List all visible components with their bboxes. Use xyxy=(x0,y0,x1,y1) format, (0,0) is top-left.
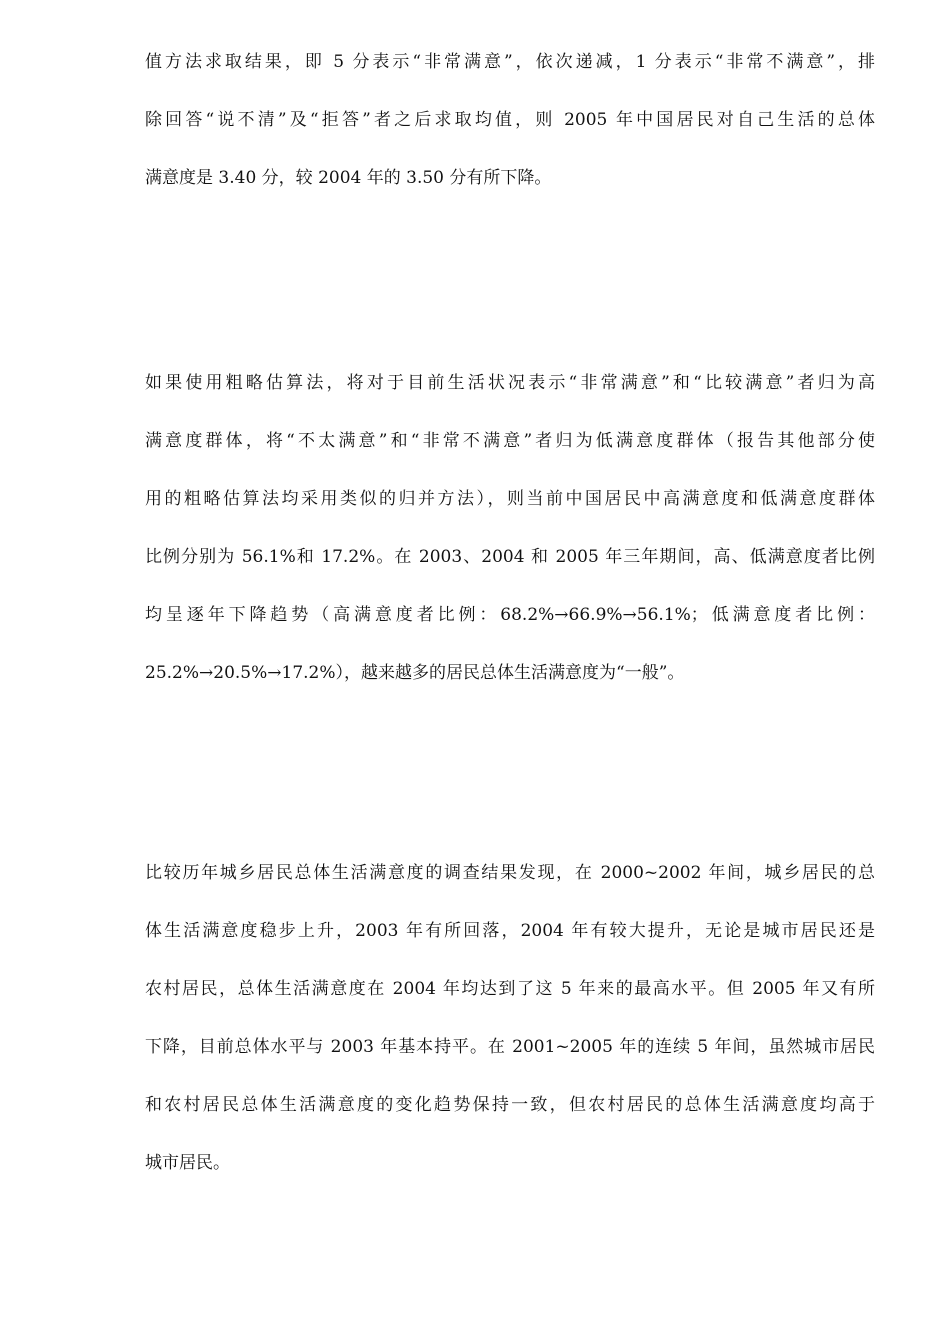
text-line: 满意度群体，将“不太满意”和“非常不满意”者归为低满意度群体（报告其他部分使 xyxy=(145,431,875,451)
text-line: 25.2%→20.5%→17.2%），越来越多的居民总体生活满意度为“一般”。 xyxy=(145,663,685,683)
text-line: 农村居民，总体生活满意度在 2004 年均达到了这 5 年来的最高水平。但 2005 年又有所 xyxy=(145,979,875,999)
text-line: 均呈逐年下降趋势（高满意度者比例：68.2%→66.9%→56.1%；低满意度者比例： xyxy=(145,605,875,625)
paragraph-urban-rural-comparison xyxy=(145,862,875,1210)
text-line: 下降，目前总体水平与 2003 年基本持平。在 2001~2005 年的连续 5 年间，虽然城市居民 xyxy=(145,1037,875,1057)
text-line: 除回答“说不清”及“拒答”者之后求取均值，则 2005 年中国居民对自己生活的总体 xyxy=(145,110,875,130)
text-line: 如果使用粗略估算法，将对于目前生活状况表示“非常满意”和“比较满意”者归为高 xyxy=(145,373,875,393)
text-line: 满意度是 3.40 分，较 2004 年的 3.50 分有所下降。 xyxy=(145,168,552,188)
text-line: 和农村居民总体生活满意度的变化趋势保持一致，但农村居民的总体生活满意度均高于 xyxy=(145,1095,875,1115)
text-line: 城市居民。 xyxy=(145,1153,230,1173)
text-line: 值方法求取结果，即 5 分表示“非常满意”，依次递减，1 分表示“非常不满意”，排 xyxy=(145,52,875,72)
paragraph-rough-estimation xyxy=(145,372,875,720)
text-line: 用的粗略估算法均采用类似的归并方法），则当前中国居民中高满意度和低满意度群体 xyxy=(145,489,875,509)
text-line: 体生活满意度稳步上升，2003 年有所回落，2004 年有较大提升，无论是城市居民还是 xyxy=(145,921,875,941)
text-line: 比较历年城乡居民总体生活满意度的调查结果发现，在 2000~2002 年间，城乡居民的总 xyxy=(145,863,875,883)
paragraph-satisfaction-mean-score xyxy=(145,51,875,225)
text-line: 比例分别为 56.1%和 17.2%。在 2003、2004 和 2005 年三年期间，高、低满意度者比例 xyxy=(145,547,875,567)
